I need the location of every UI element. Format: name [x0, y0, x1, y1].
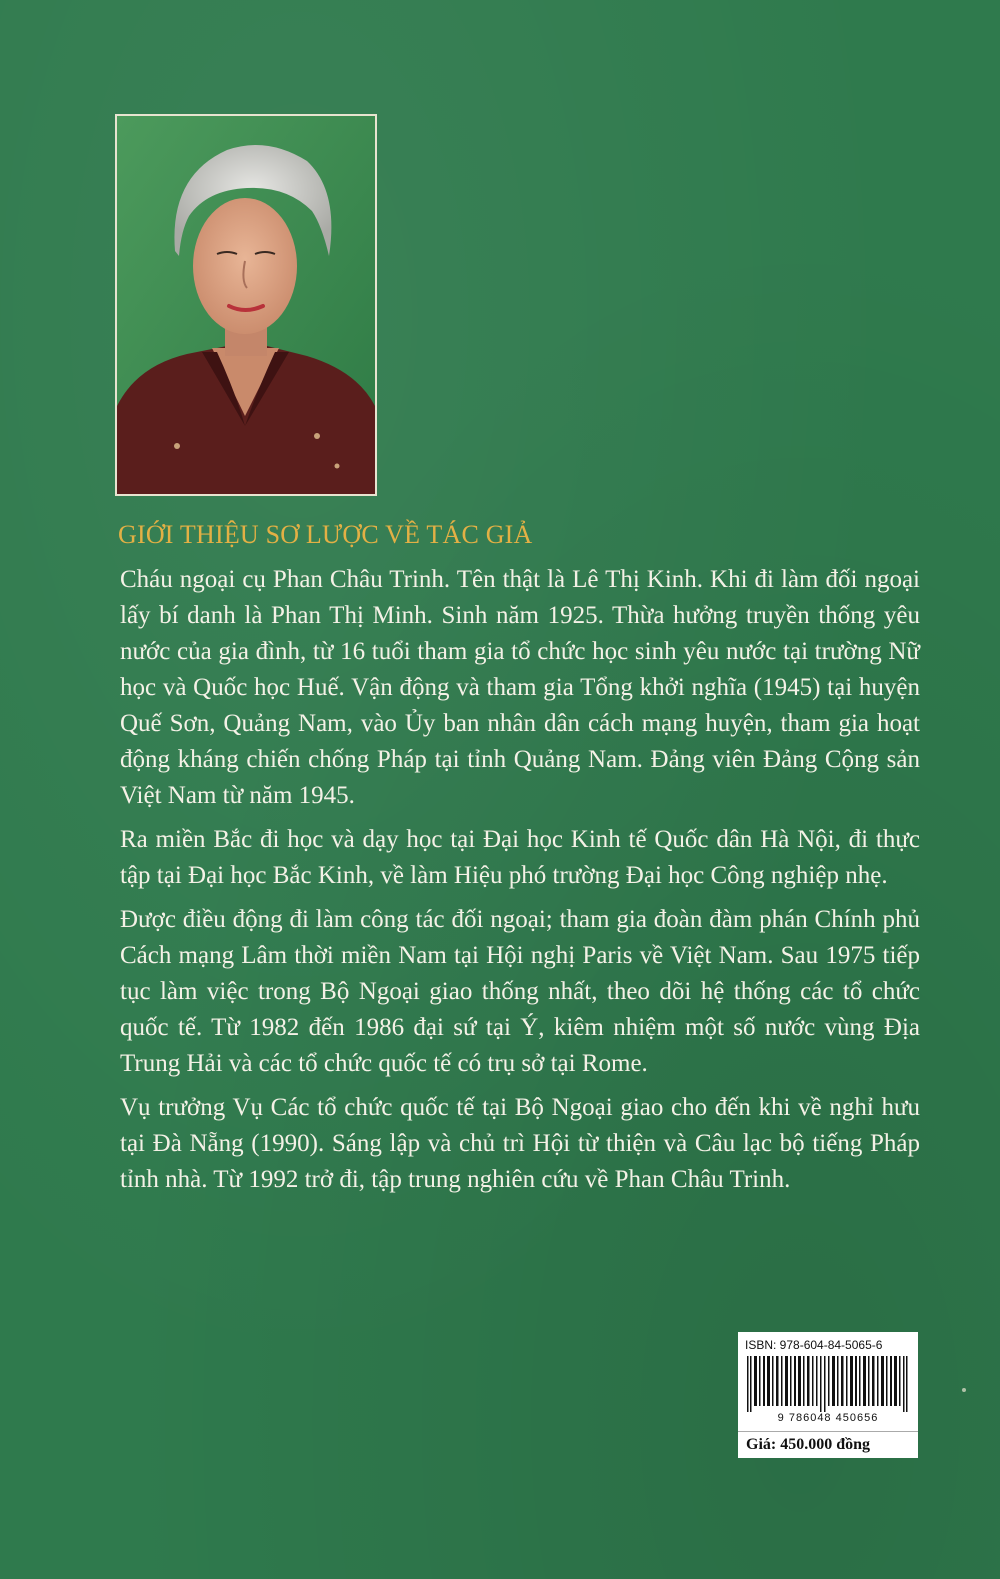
barcode-icon — [745, 1356, 911, 1412]
section-heading: GIỚI THIỆU SƠ LƯỢC VỀ TÁC GIẢ — [118, 520, 533, 549]
barcode-number: 9 786048 450656 — [777, 1412, 879, 1424]
portrait-illustration — [117, 116, 375, 494]
author-biography — [120, 562, 920, 1206]
isbn-barcode-label — [738, 1332, 918, 1458]
bio-paragraph: Vụ trưởng Vụ Các tổ chức quốc tế tại Bộ Ngoại giao cho đến khi về nghỉ hưu tại Đà Nẵng (1990). Sáng lập và chủ trì Hội từ thiện và Câu lạc bộ tiếng Pháp tỉnh nhà. Từ 1992 trở đi, tập trung nghiên cứu về Phan Châu Trinh. — [120, 1094, 920, 1193]
bio-paragraph: Cháu ngoại cụ Phan Châu Trinh. Tên thật là Lê Thị Kinh. Khi đi làm đối ngoại lấy bí danh là Phan Thị Minh. Sinh năm 1925. Thừa hưởng truyền thống yêu nước của gia đình, từ 16 tuổi tham gia tổ chức học sinh yêu nước tại trường Nữ học và Quốc học Huế. Vận động và tham gia Tổng khởi nghĩa (1945) tại huyện Quế Sơn, Quảng Nam, vào Ủy ban nhân dân cách mạng huyện, tham gia hoạt động kháng chiến chống Pháp tại tỉnh Quảng Nam. Đảng viên Đảng Cộng sản Việt Nam từ năm 1945. — [120, 566, 920, 809]
bio-paragraph: Được điều động đi làm công tác đối ngoại; tham gia đoàn đàm phán Chính phủ Cách mạng Lâm thời miền Nam tại Hội nghị Paris về Việt Nam. Sau 1975 tiếp tục làm việc trong Bộ Ngoại giao thống nhất, theo dõi hệ thống các tổ chức quốc tế. Từ 1982 đến 1986 đại sứ tại Ý, kiêm nhiệm một số nước vùng Địa Trung Hải và các tổ chức quốc tế có trụ sở tại Rome. — [120, 906, 920, 1077]
bio-paragraph: Ra miền Bắc đi học và dạy học tại Đại học Kinh tế Quốc dân Hà Nội, đi thực tập tại Đại học Bắc Kinh, về làm Hiệu phó trường Đại học Công nghiệp nhẹ. — [120, 826, 920, 889]
isbn-text: ISBN: 978-604-84-5065-6 — [745, 1338, 883, 1352]
author-portrait — [115, 114, 377, 496]
price-label: Giá: 450.000 đồng — [738, 1431, 918, 1458]
decorative-dot — [962, 1388, 966, 1392]
